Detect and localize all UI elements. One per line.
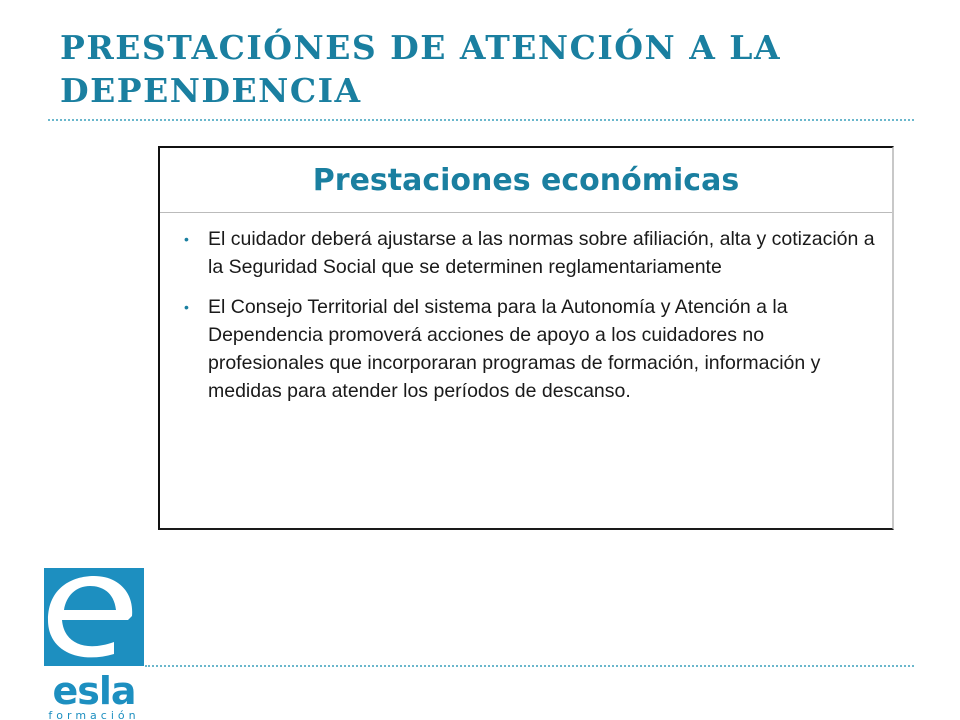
content-box: [158, 146, 894, 530]
bullet-icon: •: [184, 299, 189, 315]
list-item: [174, 293, 878, 405]
title-divider: [48, 119, 914, 121]
esla-logo: [44, 568, 144, 720]
list-item: [174, 225, 878, 281]
bullet-list: [160, 213, 892, 405]
logo-name: esla: [52, 669, 136, 713]
logo-subtitle: formación: [48, 709, 140, 720]
bullet-icon: •: [184, 231, 189, 247]
box-heading: Prestaciones económicas: [160, 148, 892, 213]
bullet-text: El Consejo Territorial del sistema para la Autonomía y Atención a la Dependencia promoverá acciones de apoyo a los cuidadores no profesionales que incorporaran programas de formación, información y medidas para atender los períodos de descanso.: [208, 296, 821, 402]
slide-title: PRESTACIÓNES DE ATENCIÓN A LA DEPENDENCIA: [60, 28, 782, 110]
bullet-text: El cuidador deberá ajustarse a las normas sobre afiliación, alta y cotización a la Seguridad Social que se determinen reglamentariamente: [208, 228, 875, 278]
footer-divider: [145, 665, 914, 667]
